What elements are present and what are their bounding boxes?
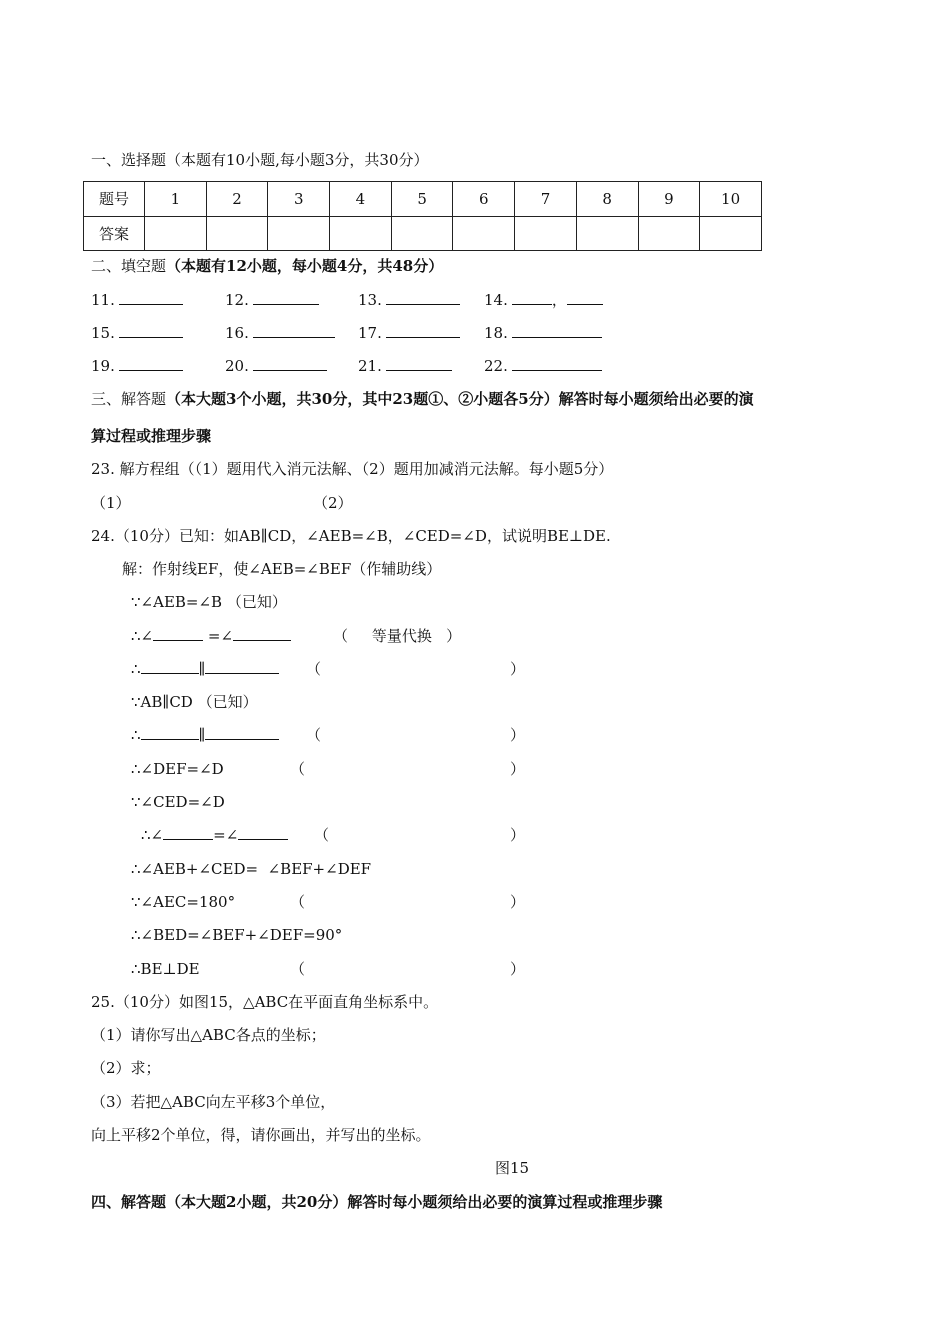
q23-part2: （2） [313, 494, 353, 512]
q24-step10 [0, 892, 950, 912]
comma: ， [551, 291, 567, 309]
section2-title [91, 256, 443, 276]
blank-label: 20. [225, 357, 249, 375]
reason-close: ） [510, 726, 526, 744]
reason-open: （ [306, 726, 322, 744]
table-cell-number: 7 [515, 182, 577, 217]
blank-label: 22. [484, 357, 508, 375]
blank-line[interactable] [119, 290, 183, 305]
reason-open: （ [290, 760, 306, 778]
blank-label: 21. [358, 357, 382, 375]
table-cell-number: 2 [206, 182, 268, 217]
section3-title-prefix: 三、解答题 [91, 390, 167, 408]
blank-line[interactable] [119, 323, 183, 338]
section2-title-prefix: 二、填空题 [91, 257, 167, 275]
q24-step11: ∴∠BED=∠BEF+∠DEF=90° [131, 926, 343, 944]
q24-step7: ∵∠CED=∠D [131, 793, 225, 811]
blank-line[interactable] [233, 626, 291, 641]
blank-line[interactable] [253, 290, 319, 305]
answer-cell[interactable] [453, 216, 515, 251]
step-text: ∴ [131, 726, 141, 744]
table-row [84, 216, 762, 251]
blank-line[interactable] [119, 356, 183, 371]
section4-title-prefix: 四、解答题 [91, 1193, 167, 1211]
q24-step2 [0, 626, 950, 646]
section2-title-detail: （本题有12小题，每小题4分，共48分） [166, 257, 444, 275]
q25-part4: 向上平移2个单位，得，请你画出，并写出的坐标。 [91, 1126, 431, 1144]
section4-title [91, 1192, 662, 1212]
table-cell-number: 8 [576, 182, 638, 217]
blank-line[interactable] [512, 323, 602, 338]
reason-close: ） [510, 893, 526, 911]
q25-part2: （2）求； [91, 1059, 161, 1077]
blank-row [0, 323, 950, 343]
q24-step4: ∵AB∥CD （已知） [131, 693, 258, 711]
blank-line[interactable] [567, 290, 603, 305]
reason-open: （ [290, 893, 306, 911]
q25-part3: （3）若把△ABC向左平移3个单位， [91, 1093, 336, 1111]
step-text: ∥ [198, 726, 206, 744]
blank-line[interactable] [141, 725, 199, 740]
step-text: =∠ [203, 627, 234, 645]
blank-label: 18. [484, 324, 508, 342]
blank-line[interactable] [512, 290, 552, 305]
step-text: ∴∠ [141, 826, 164, 844]
reason-open: （ [314, 826, 330, 844]
blank-label: 15. [91, 324, 115, 342]
table-row [84, 182, 762, 217]
reason-close: ） [510, 826, 526, 844]
table-header-number: 题号 [84, 182, 145, 217]
q24-text: 24.（10分）已知：如AB∥CD，∠AEB=∠B，∠CED=∠D，试说明BE⊥DE. [91, 527, 611, 545]
reason-close: ） [510, 960, 526, 978]
blank-line[interactable] [386, 356, 452, 371]
blank-line[interactable] [386, 323, 460, 338]
q25-text: 25.（10分）如图15，△ABC在平面直角坐标系中。 [91, 993, 439, 1011]
blank-line[interactable] [205, 725, 279, 740]
answer-cell[interactable] [206, 216, 268, 251]
blank-label: 14. [484, 291, 508, 309]
blank-line[interactable] [205, 659, 279, 674]
reason-open: （ [306, 660, 322, 678]
q24-step6 [0, 759, 950, 779]
blank-line[interactable] [238, 825, 288, 840]
table-cell-number: 6 [453, 182, 515, 217]
section1-title: 一、选择题（本题有10小题,每小题3分，共30分） [91, 151, 429, 169]
reason-close: ） [510, 660, 526, 678]
answer-cell[interactable] [268, 216, 330, 251]
section3-title-cont: 算过程或推理步骤 [91, 427, 212, 445]
figure-caption: 图15 [495, 1159, 530, 1177]
blank-line[interactable] [141, 659, 199, 674]
step-text: ∴∠DEF=∠D [131, 760, 224, 778]
step-text: ∴ [131, 660, 141, 678]
blank-label: 11. [91, 291, 115, 309]
blank-label: 13. [358, 291, 382, 309]
section3-title [91, 389, 754, 409]
blank-line[interactable] [253, 356, 327, 371]
reason-close: ） [510, 760, 526, 778]
reason-text: （ 等量代换 ） [333, 627, 462, 645]
q23-part1: （1） [91, 494, 131, 512]
step-text: ∴BE⊥DE [131, 960, 200, 978]
blank-row [0, 356, 950, 376]
answer-cell[interactable] [391, 216, 453, 251]
section3-title-detail: （本大题3个小题，共30分，其中23题①、②小题各5分）解答时每小题须给出必要的演 [166, 390, 754, 408]
q24-step9: ∴∠AEB+∠CED= ∠BEF+∠DEF [131, 860, 372, 878]
answer-table [83, 181, 762, 251]
q23-text: 23. 解方程组（（1）题用代入消元法解、（2）题用加减消元法解。每小题5分） [91, 460, 614, 478]
answer-cell[interactable] [145, 216, 207, 251]
step-text: ∥ [198, 660, 206, 678]
step-text: =∠ [213, 826, 239, 844]
q24-step3 [0, 659, 950, 679]
blank-label: 19. [91, 357, 115, 375]
q24-step5 [0, 725, 950, 745]
blank-line[interactable] [512, 356, 602, 371]
blank-line[interactable] [163, 825, 213, 840]
answer-cell[interactable] [576, 216, 638, 251]
section4-title-detail: （本大题2小题，共20分）解答时每小题须给出必要的演算过程或推理步骤 [166, 1193, 663, 1211]
table-cell-number: 9 [638, 182, 700, 217]
table-cell-number: 3 [268, 182, 330, 217]
answer-cell[interactable] [638, 216, 700, 251]
q24-step1: ∵∠AEB=∠B （已知） [131, 593, 287, 611]
step-text: ∴∠ [131, 627, 154, 645]
table-header-answer: 答案 [84, 216, 145, 251]
q24-solution: 解：作射线EF，使∠AEB=∠BEF（作辅助线） [122, 560, 442, 578]
blank-label: 12. [225, 291, 249, 309]
answer-cell[interactable] [700, 216, 762, 251]
q24-step12 [0, 959, 950, 979]
step-text: ∵∠AEC=180° [131, 893, 236, 911]
blank-line[interactable] [253, 323, 335, 338]
blank-label: 16. [225, 324, 249, 342]
blank-line[interactable] [386, 290, 460, 305]
blank-row [0, 290, 950, 310]
blank-line[interactable] [153, 626, 203, 641]
table-cell-number: 5 [391, 182, 453, 217]
q24-step8 [0, 825, 950, 845]
answer-cell[interactable] [515, 216, 577, 251]
answer-cell[interactable] [330, 216, 392, 251]
reason-open: （ [290, 960, 306, 978]
blank-label: 17. [358, 324, 382, 342]
q25-part1: （1）请你写出△ABC各点的坐标； [91, 1026, 326, 1044]
table-cell-number: 4 [330, 182, 392, 217]
table-cell-number: 1 [145, 182, 207, 217]
table-cell-number: 10 [700, 182, 762, 217]
